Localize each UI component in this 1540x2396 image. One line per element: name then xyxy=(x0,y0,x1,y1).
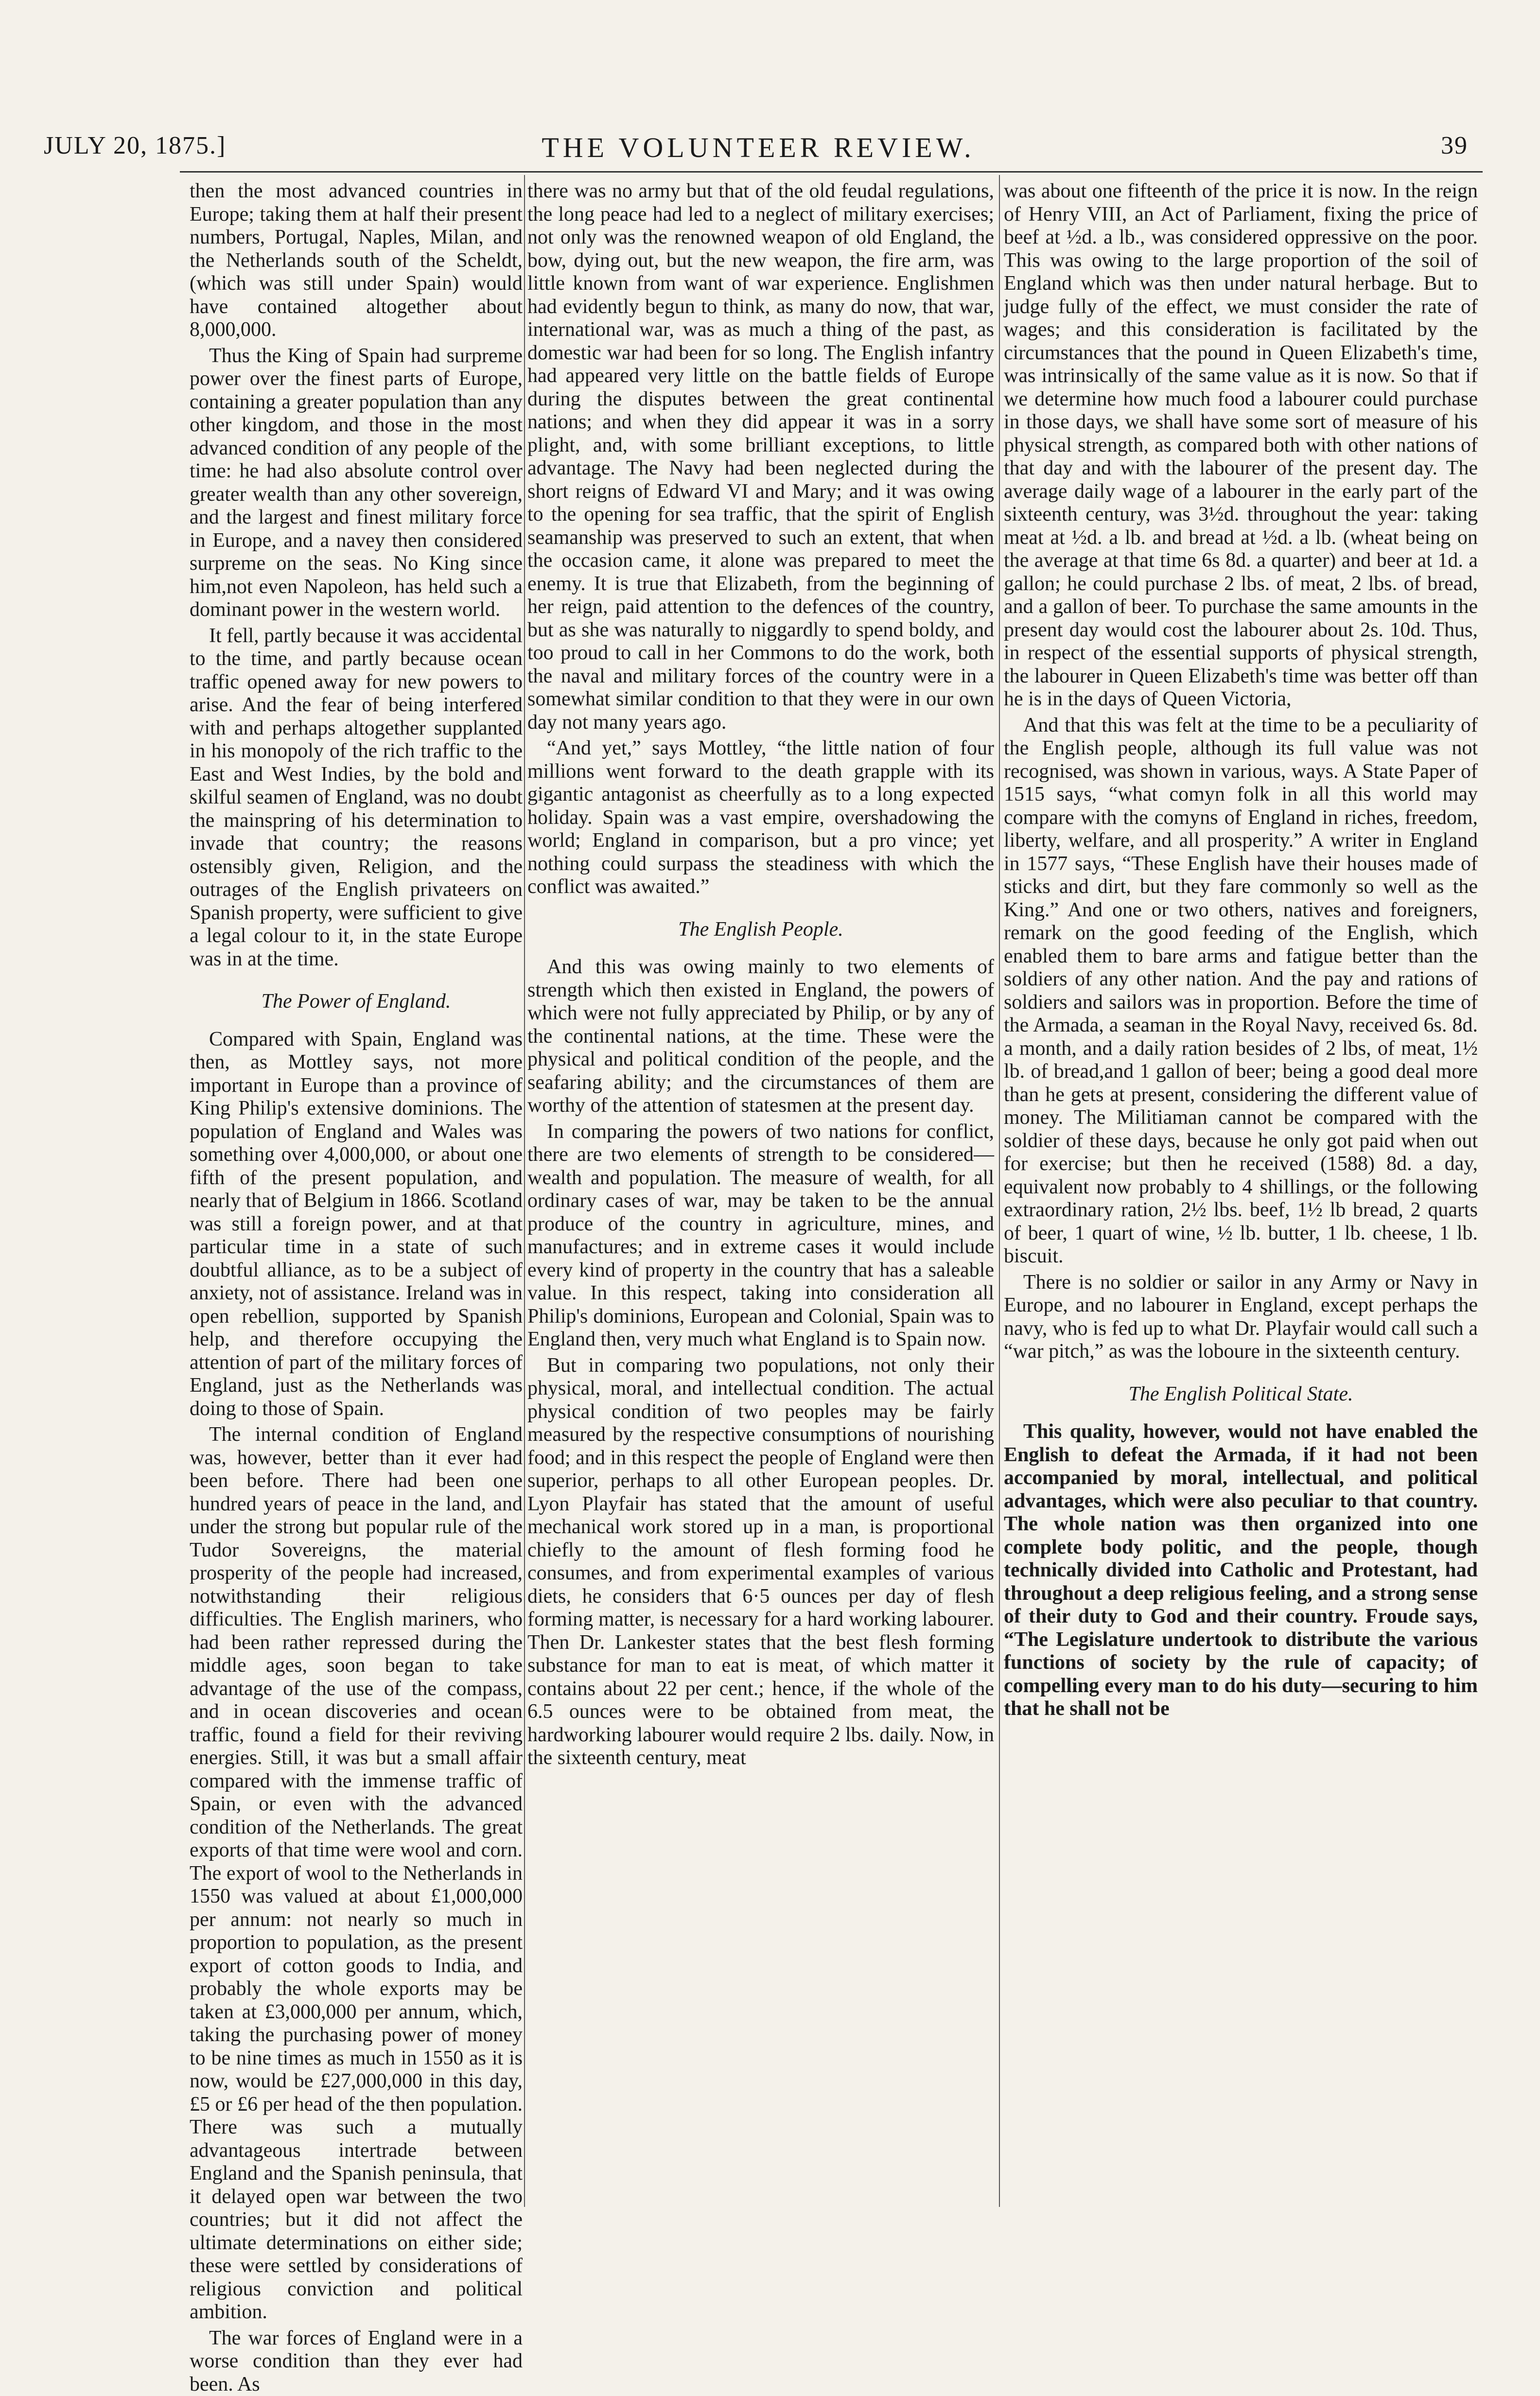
paragraph: was about one fifteenth of the price it is now. In the reign of Henry VIII, an Act of Parliament, fixing the price of beef at ½d. a lb., was considered oppressive on the poor. This was owing to the large proportion of the soil of England which was then under natural herbage. But to judge fully of the effect, we must consider the rate of wages; and this consideration is facilitated by the circumstances that the pound in Queen Elizabeth's time, was intrinsically of the same value as it is now. So that if we determine how much food a labourer could purchase in those days, we shall have some sort of measure of his physical strength, as compared both with other nations of that day and with the labourer of the present day. The average daily wage of a labourer in the early part of the sixteenth century, was 3½d. throughout the year: taking meat at ½d. a lb. and bread at ½d. a lb. (wheat being on the average at that time 6s 8d. a quarter) and beer at 1d. a gallon; he could purchase 2 lbs. of meat, 2 lbs. of bread, and a gallon of beer. To purchase the same amounts in the present day would cost the labourer about 2s. 10d. Thus, in respect of the essential supports of physical strength, the labourer in Queen Elizabeth's time was better off than he is in the days of Queen Victoria, xyxy=(1004,180,1478,711)
paragraph: then the most advanced countries in Europe; taking them at half their present numbers, Portugal, Naples, Milan, and the Netherlands south of the Scheldt, (which was still under Spain) would have contained altogether about 8,000,000. xyxy=(190,180,523,342)
section-heading: The English Political State. xyxy=(1004,1383,1478,1406)
paragraph: There is no soldier or sailor in any Army or Navy in Europe, and no labourer in England, except perhaps the navy, who is fed up to what Dr. Playfair would call such a “war pitch,” as was the loboure in the sixteenth century. xyxy=(1004,1271,1478,1364)
publication-title: THE VOLUNTEER REVIEW. xyxy=(39,131,1478,164)
paragraph: And this was owing mainly to two elements of strength which then existed in England, the powers of which were not fully appreciated by Philip, or by any of the continental nations, at the time. These were the physical and political condition of the people, and the seafaring ability; and the circumstances of them are worthy of the attention of statesmen at the present day. xyxy=(527,956,994,1118)
paragraph: The war forces of England were in a worse condition than they ever had been. As xyxy=(190,2327,523,2396)
section-heading: The English People. xyxy=(527,918,994,942)
paragraph: In comparing the powers of two nations for conflict, there are two elements of strength to be considered—wealth and population. The measure of wealth, for all ordinary cases of war, may be taken to be the annual produce of the country in agriculture, mines, and manufactures; and in extreme cases it would include every kind of property in the country that has a saleable value. In this respect, taking into consideration all Philip's dominions, European and Colonial, Spain was to England then, very much what England is to Spain now. xyxy=(527,1120,994,1351)
page-number: 39 xyxy=(1441,131,1468,160)
paragraph: The internal condition of England was, however, better than it ever had been before. There had been one hundred years of peace in the land, and under the strong but popular rule of the Tudor Sovereigns, the material prosperity of the people had increased, notwithstanding their religious difficulties. The English mariners, who had been rather repressed during the middle ages, soon began to take advantage of the use of the compass, and in ocean discoveries and ocean traffic, found a field for their reviving energies. Still, it was but a small affair compared with the immense traffic of Spain, or even with the advanced condition of the Netherlands. The great exports of that time were wool and corn. The export of wool to the Netherlands in 1550 was valued at about £1,000,000 per annum: not nearly so much in proportion to population, as the present export of cotton goods to India, and probably the whole exports may be taken at £3,000,000 per annum, which, taking the purchasing power of money to be nine times as much in 1550 as it is now, would be £27,000,000 in this day, £5 or £6 per head of the then population. There was such a mutually advantageous intertrade between England and the Spanish peninsula, that it delayed open war between the two countries; but it did not affect the ultimate determinations on either side; these were settled by considerations of religious conviction and political ambition. xyxy=(190,1423,523,2324)
paragraph: Compared with Spain, England was then, as Mottley says, not more important in Europe than a province of King Philip's extensive dominions. The population of England and Wales was something over 4,000,000, or about one fifth of the present population, and nearly that of Belgium in 1866. Scotland was still a foreign power, and at that particular time in a state of such doubtful alliance, as to be a subject of anxiety, not of assistance. Ireland was in open rebellion, supported by Spanish help, and therefore occupying the attention of part of the military forces of England, just as the Netherlands was doing to those of Spain. xyxy=(190,1028,523,1421)
paragraph: This quality, however, would not have enabled the English to defeat the Armada, if it had not been accompanied by moral, intellectual, and political advantages, which were also peculiar to that country. The whole nation was then organized into one complete body politic, and the people, though technically divided into Catholic and Protestant, had throughout a deep religious feeling, and a strong sense of their duty to God and their country. Froude says, “The Legislature undertook to distribute the various functions of society by the rule of capacity; of compelling every man to do his duty—securing to him that he shall not be xyxy=(1004,1420,1478,1721)
page-header xyxy=(39,122,1478,175)
section-heading: The Power of England. xyxy=(190,990,523,1014)
column-divider-1 xyxy=(524,175,525,2207)
paragraph: It fell, partly because it was accidental to the time, and partly because ocean traffic opened away for new powers to arise. And the fear of being interfered with and perhaps altogether supplanted in his monopoly of the rich traffic to the East and West Indies, by the bold and skilful seamen of England, was no doubt the mainspring of his determination to invade that country; the reasons ostensibly given, Religion, and the outrages of the English privateers on Spanish property, were sufficient to give a legal colour to it, in the state Europe was in at the time. xyxy=(190,625,523,971)
paragraph: Thus the King of Spain had surpreme power over the finest parts of Europe, containing a greater population than any other kingdom, and those in the most advanced condition of any people of the time: he had also absolute control over greater wealth than any other sovereign, and the largest and finest military force in Europe, and a navey then considered surpreme on the seas. No King since him,not even Napoleon, has held such a dominant power in the western world. xyxy=(190,345,523,622)
issue-date: JULY 20, 1875.] xyxy=(44,131,226,160)
header-rule xyxy=(180,171,1483,173)
paragraph: there was no army but that of the old feudal regulations, the long peace had led to a neglect of military exercises; not only was the renowned weapon of old England, the bow, dying out, but the new weapon, the fire arm, was little known from want of war experience. Englishmen had evidently begun to think, as many do now, that war, international war, was as much a thing of the past, as domestic war had been for so long. The English infantry had appeared very little on the battle fields of Europe during the disputes between the great continental nations; and when they did appear it was in a sorry plight, and, with some brilliant exceptions, to little advantage. The Navy had been neglected during the short reigns of Edward VI and Mary; and it was owing to the opening for sea traffic, that the spirit of English seamanship was preserved to such an extent, that when the occasion came, it alone was prepared to meet the enemy. It is true that Elizabeth, from the beginning of her reign, paid attention to the defences of the country, but as she was naturally to niggardly to spend boldy, and too proud to call in her Commons to do the work, both the naval and military forces of the country were in a somewhat similar condition to that they were in our own day not many years ago. xyxy=(527,180,994,734)
paragraph: “And yet,” says Mottley, “the little nation of four millions went forward to the death grapple with its gigantic antagonist as cheerfully as to a long expected holiday. Spain was a vast empire, overshadowing the world; England in comparison, but a pro vince; yet nothing could surpass the steadiness with which the conflict was awaited.” xyxy=(527,737,994,899)
column-2 xyxy=(527,180,994,2173)
column-3 xyxy=(1004,180,1478,2173)
column-divider-2 xyxy=(999,175,1000,2207)
paragraph: But in comparing two populations, not only their physical, moral, and intellectual condition. The actual physical condition of two peoples may be fairly measured by the respective consumptions of nourishing food; and in this respect the people of England were then superior, perhaps to all other European peoples. Dr. Lyon Playfair has stated that the amount of useful mechanical work stored up in a man, is proportional chiefly to the amount of flesh forming food he consumes, and from experimental examples of various diets, he considers that 6·5 ounces per day of flesh forming matter, is necessary for a hard working labourer. Then Dr. Lankester states that the best flesh forming substance for man to eat is meat, of which matter it contains about 22 per cent.; hence, if the whole of the 6.5 ounces were to be obtained from meat, the hardworking labourer would require 2 lbs. daily. Now, in the sixteenth century, meat xyxy=(527,1354,994,1770)
paragraph: And that this was felt at the time to be a peculiarity of the English people, although its full value was not recognised, was shown in various, ways. A State Paper of 1515 says, “what comyn folk in all this world may compare with the comyns of England in riches, freedom, liberty, welfare, and all prosperity.” A writer in England in 1577 says, “These English have their houses made of sticks and dirt, but they fare commonly so well as the King.” And one or two others, natives and foreigners, remark on the good feeding of the English, which enabled them to bare arms and fatigue better than the soldiers of any other nation. And the pay and rations of soldiers and sailors was in proportion. Before the time of the Armada, a seaman in the Royal Navy, received 6s. 8d. a month, and a daily ration besides of 2 lbs, of meat, 1½ lb. of bread,and 1 gallon of beer; being a good deal more than he gets at present, considering the different value of money. The Militiaman cannot be compared with the soldier of these days, because he only got paid when out for exercise; but then he received (1588) 8d. a day, equivalent now probably to 4 shillings, or the following extraordinary ration, 2½ lbs. beef, 1½ lb bread, 2 quarts of beer, 1 quart of wine, ½ lb. butter, 1 lb. cheese, 1 lb. biscuit. xyxy=(1004,714,1478,1268)
column-1 xyxy=(190,180,523,2173)
